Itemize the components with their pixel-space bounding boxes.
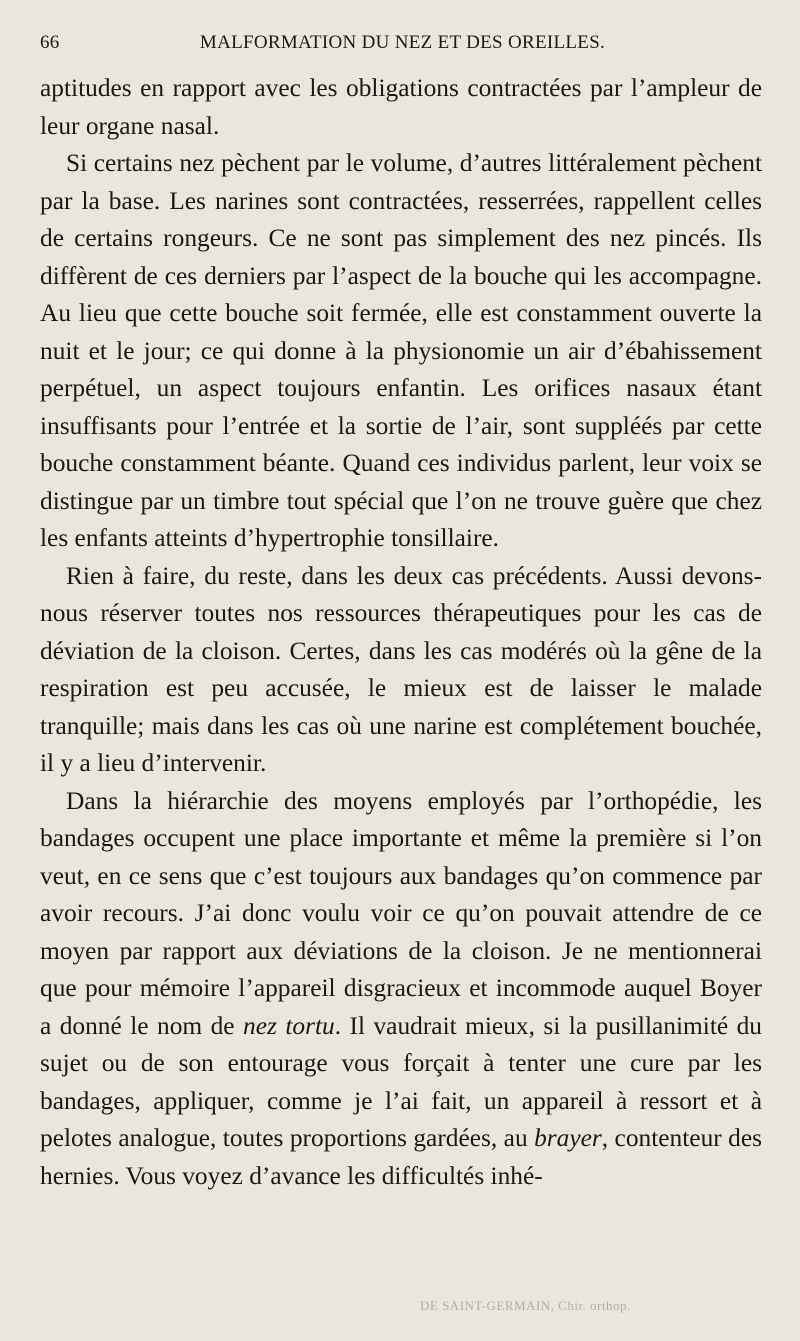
paragraph-2: Si certains nez pèchent par le volume, d’autres littéralement pèchent par la base. Les narines sont contractées, resserrées, rappellent celles de certains rongeurs. Ce ne sont pas simplement des nez pincés. Ils diffèrent de ces derniers par l’aspect de la bouche qui les accompagne. Au lieu que cette bouche soit fermée, elle est constamment ouverte la nuit et le jour; ce qui donne à la physionomie un air d’ébahissement perpétuel, un aspect toujours enfantin. Les orifices nasaux étant insuffisants pour l’entrée et la sortie de l’air, sont suppléés par cette bouche constamment béante. Quand ces individus parlent, leur voix se distingue par un timbre tout spécial que l’on ne trouve guère que chez les enfants atteints d’hypertrophie tonsillaire. xyxy=(40,149,762,552)
paragraph-4-part-c: , contenteur des hernies. Vous voyez d’avance les difficultés inhé- xyxy=(40,1124,762,1190)
paragraph-1: aptitudes en rapport avec les obligations contractées par l’ampleur de leur organe nasal. xyxy=(40,74,762,140)
footer-imprint: DE SAINT-GERMAIN, Chir. orthop. xyxy=(420,1298,631,1313)
italic-nez-tortu: nez tortu xyxy=(243,1011,335,1040)
paragraph-4-part-a: Dans la hiérarchie des moyens employés par l’orthopédie, les bandages occupent une place importante et même la première si l’on veut, en ce sens que c’est toujours aux bandages qu’on commence par avoir recours. J’ai donc voulu voir ce qu’on pouvait attendre de ce moyen par rapport aux déviations de la cloison. Je ne mentionnerai que pour mémoire l’appareil disgracieux et incommode auquel Boyer a donné le nom de xyxy=(40,786,762,1040)
paragraph-4 xyxy=(40,783,762,1196)
paragraph-3: Rien à faire, du reste, dans les deux cas précédents. Aussi devons-nous réserver toutes nos ressources thérapeutiques pour les cas de déviation de la cloison. Certes, dans les cas modérés où la gêne de la respiration est peu accusée, le mieux est de laisser le malade tranquille; mais dans les cas où une narine est complétement bouchée, il y a lieu d’intervenir. xyxy=(40,561,762,777)
page-number: 66 xyxy=(40,32,60,53)
body-text xyxy=(40,70,762,1195)
page-header xyxy=(40,32,765,60)
paragraph-4-part-b: . Il vaudrait mieux, si la pusillanimité du sujet ou de son entourage vous forçait à tenter une cure par les bandages, appliquer, comme je l’ai fait, un appareil à ressort et à pelotes analogue, toutes proportions gardées, au xyxy=(40,1011,762,1152)
italic-brayer: brayer xyxy=(534,1124,602,1152)
running-title: MALFORMATION DU NEZ ET DES OREILLES. xyxy=(199,32,606,53)
